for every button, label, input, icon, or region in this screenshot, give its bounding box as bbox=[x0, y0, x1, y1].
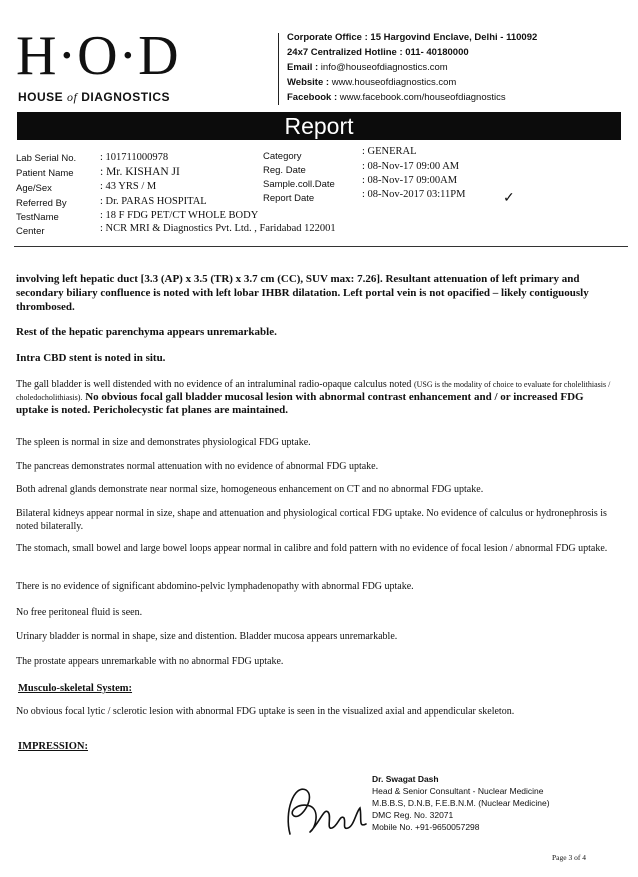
report-title: Report bbox=[284, 113, 354, 139]
header-divider bbox=[278, 33, 279, 105]
finding-prostate: The prostate appears unremarkable with no abnormal FDG uptake. bbox=[16, 656, 284, 667]
finding-peritoneal-fluid: No free peritoneal fluid is seen. bbox=[16, 607, 143, 618]
info-separator bbox=[14, 246, 628, 247]
finding-bowel: The stomach, small bowel and large bowel loops appear normal in calibre and fold pattern with no evidence of focal lesion / abnormal FDG uptake. bbox=[16, 543, 608, 554]
test-name-label: TestName bbox=[16, 212, 59, 223]
reg-date-value: : 08-Nov-17 09:00 AM bbox=[362, 161, 460, 172]
contact-facebook: Facebook : www.facebook.com/houseofdiagnostics bbox=[287, 92, 506, 103]
age-sex-label: Age/Sex bbox=[16, 183, 52, 194]
gall-bladder-text-2: No obvious focal gall bladder mucosal lesion with abnormal contrast enhancement and / or increased FDG uptake is noted. Pericholecystic fat planes are maintained. bbox=[16, 391, 584, 416]
report-title-bar bbox=[17, 112, 621, 140]
gall-bladder-note: (USG is the modality of choice to evaluate for cholelithiasis / choledocholithiasis). bbox=[16, 380, 611, 402]
contact-corporate-office: Corporate Office : 15 Hargovind Enclave, Delhi - 110092 bbox=[287, 32, 538, 43]
doctor-title: Head & Senior Consultant - Nuclear Medicine bbox=[372, 786, 544, 796]
report-date-label: Report Date bbox=[263, 193, 315, 204]
logo-subtitle-part2: DIAGNOSTICS bbox=[77, 90, 171, 104]
lab-serial-value: : 101711000978 bbox=[100, 152, 169, 163]
doctor-degrees: M.B.B.S, D.N.B, F.E.B.N.M. (Nuclear Medicine) bbox=[372, 798, 550, 808]
finding-kidneys: Bilateral kidneys appear normal in size, shape and attenuation and physiological cortical FDG uptake. No evidence of calculus or hydronephrosis is noted bilaterally. bbox=[16, 508, 607, 532]
finding-left-hepatic-duct: involving left hepatic duct [3.3 (AP) x 3.5 (TR) x 3.7 cm (CC), SUV max: 7.26]. Resultant attenuation of left primary and secondary biliary confluence is noted with left lobar IHBR dilatation. Left portal vein is not opacified – likely contiguously thrombosed. bbox=[16, 273, 589, 313]
center-value: : NCR MRI & Diagnostics Pvt. Ltd. , Faridabad 122001 bbox=[100, 223, 336, 234]
hod-logo: H·O·D bbox=[16, 25, 180, 87]
sample-date-value: : 08-Nov-17 09:00AM bbox=[362, 175, 458, 186]
finding-hepatic-parenchyma: Rest of the hepatic parenchyma appears unremarkable. bbox=[16, 326, 277, 338]
finding-skeleton: No obvious focal lytic / sclerotic lesion with abnormal FDG uptake is seen in the visualized axial and appendicular skeleton. bbox=[16, 706, 515, 717]
patient-name-label: Patient Name bbox=[16, 168, 74, 179]
finding-gall-bladder bbox=[16, 378, 612, 417]
checkmark-icon: ✓ bbox=[503, 191, 515, 206]
section-heading-musculoskeletal: Musculo-skeletal System: bbox=[18, 683, 133, 694]
contact-hotline: 24x7 Centralized Hotline : 011- 40180000 bbox=[287, 47, 469, 58]
finding-adrenal: Both adrenal glands demonstrate near normal size, homogeneous enhancement on CT and no abnormal FDG uptake. bbox=[16, 484, 484, 495]
category-label: Category bbox=[263, 151, 302, 162]
contact-block bbox=[287, 30, 537, 105]
doctor-signature bbox=[280, 772, 370, 842]
referred-by-label: Referred By bbox=[16, 198, 67, 209]
finding-cbd-stent: Intra CBD stent is noted in situ. bbox=[16, 352, 166, 364]
report-date-value: : 08-Nov-2017 03:11PM bbox=[362, 189, 466, 200]
logo-subtitle-part1: HOUSE bbox=[18, 90, 68, 104]
referred-by-value: : Dr. PARAS HOSPITAL bbox=[100, 196, 207, 207]
center-label: Center bbox=[16, 226, 45, 237]
category-value: : GENERAL bbox=[362, 146, 417, 157]
contact-email: Email : info@houseofdiagnostics.com bbox=[287, 62, 448, 73]
logo-subtitle-of: of bbox=[67, 90, 78, 104]
doctor-dmc-reg: DMC Reg. No. 32071 bbox=[372, 810, 454, 820]
sample-date-label: Sample.coll.Date bbox=[263, 179, 335, 190]
finding-pancreas: The pancreas demonstrates normal attenuation with no evidence of abnormal FDG uptake. bbox=[16, 461, 379, 472]
page-number: Page 3 of 4 bbox=[552, 853, 586, 862]
finding-spleen: The spleen is normal in size and demonstrates physiological FDG uptake. bbox=[16, 437, 311, 448]
doctor-details bbox=[372, 773, 550, 833]
contact-website: Website : www.houseofdiagnostics.com bbox=[287, 77, 457, 88]
section-heading-impression: IMPRESSION: bbox=[18, 741, 89, 752]
doctor-name: Dr. Swagat Dash bbox=[372, 774, 439, 784]
finding-lymph-nodes: There is no evidence of significant abdomino-pelvic lymphadenopathy with abnormal FDG uptake. bbox=[16, 581, 414, 592]
finding-urinary-bladder: Urinary bladder is normal in shape, size and distention. Bladder mucosa appears unremarkable. bbox=[16, 631, 398, 642]
patient-name-value: : Mr. KISHAN JI bbox=[100, 166, 180, 178]
doctor-mobile: Mobile No. +91-9650057298 bbox=[372, 822, 480, 832]
gall-bladder-text-1: The gall bladder is well distended with no evidence of an intraluminal radio-opaque calculus noted bbox=[16, 379, 414, 390]
lab-serial-label: Lab Serial No. bbox=[16, 153, 77, 164]
age-sex-value: : 43 YRS / M bbox=[100, 181, 157, 192]
logo-subtitle bbox=[18, 90, 170, 105]
test-name-value: : 18 F FDG PET/CT WHOLE BODY bbox=[100, 210, 259, 221]
reg-date-label: Reg. Date bbox=[263, 165, 306, 176]
